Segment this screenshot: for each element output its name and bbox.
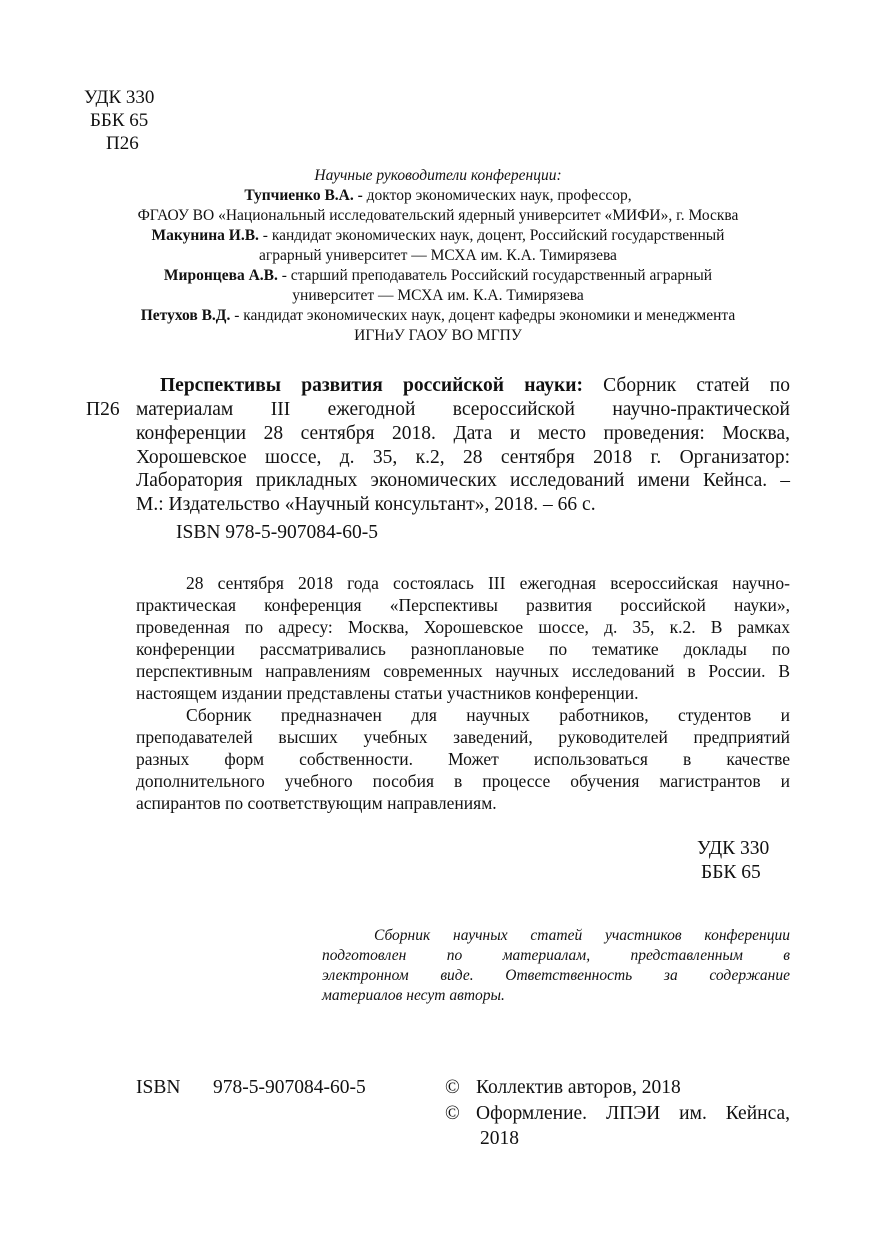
- copyright-icon: ©: [445, 1077, 460, 1098]
- abstract-line: проведенная по адресу: Москва, Хорошевское шоссе, д. 35, к.2. В рамках: [136, 617, 790, 637]
- classification-codes-top: [84, 86, 154, 155]
- abstract-line: преподавателей высших учебных заведений, руководителей предприятий: [136, 727, 790, 747]
- bib-line-1: Перспективы развития российской науки: Сборник статей по: [160, 375, 790, 396]
- abstract-line: аспирантов по соответствующим направлениям.: [136, 793, 497, 813]
- note-line: электронном виде. Ответственность за содержание: [322, 967, 790, 984]
- copyright-design: Оформление. ЛПЭИ им. Кейнса,: [476, 1103, 790, 1124]
- isbn-number: 978-5-907084-60-5: [213, 1077, 366, 1098]
- supervisor-tupchienko: Тупчиенко В.А. - доктор экономических наук, профессор,: [244, 187, 632, 204]
- author-mark: П26: [106, 133, 139, 154]
- abstract-line: дополнительного учебного пособия в процессе обучения магистрантов и: [136, 771, 790, 791]
- abstract-line: перспективным направлениям современных научных исследований в России. В: [136, 661, 790, 681]
- supervisor-name: Тупчиенко В.А. -: [244, 187, 363, 204]
- supervisor-name: Миронцева А.В.: [163, 267, 278, 284]
- note-line: подготовлен по материалам, представленным в: [322, 947, 790, 964]
- abstract-line: конференции рассматривались разноплановые по тематике доклады по: [136, 639, 790, 659]
- abstract-line: практическая конференция «Перспективы развития российской науки»,: [136, 595, 790, 615]
- bib-line-4: Хорошевское шоссе, д. 35, к.2, 28 сентября 2018 г. Организатор:: [136, 447, 790, 468]
- isbn: ISBN 978-5-907084-60-5: [176, 522, 379, 543]
- classification-codes-right: [697, 837, 769, 885]
- bbk-code: ББК 65: [90, 110, 149, 131]
- bib-line-2: материалам III ежегодной всероссийской научно-практической: [136, 399, 790, 420]
- abstract-line: Сборник предназначен для научных работников, студентов и: [186, 705, 790, 725]
- abstract-line: разных форм собственности. Может использоваться в качестве: [136, 749, 790, 769]
- udk-code: УДК 330: [697, 838, 770, 859]
- supervisor-makunina: Макунина И.В. - кандидат экономических наук, доцент, Российский государственный: [151, 227, 725, 244]
- supervisor-tupchienko-affiliation: ФГАОУ ВО «Национальный исследовательский ядерный университет «МИФИ», г. Москва: [137, 207, 739, 224]
- copyright-authors: Коллектив авторов, 2018: [476, 1077, 681, 1098]
- supervisor-petukhov-affiliation: ИГНиУ ГАОУ ВО МГПУ: [354, 327, 522, 344]
- bib-line-3: конференции 28 сентября 2018. Дата и место проведения: Москва,: [136, 423, 790, 444]
- note-line: Сборник научных статей участников конференции: [374, 927, 790, 944]
- author-mark-side: П26: [86, 399, 120, 420]
- collection-title: Перспективы развития российской науки:: [160, 375, 583, 396]
- bib-line-5: Лаборатория прикладных экономических исследований имени Кейнса. –: [136, 470, 790, 491]
- supervisor-makunina-affiliation: аграрный университет — МСХА им. К.А. Тимирязева: [259, 247, 617, 264]
- supervisor-name: Макунина И.В.: [151, 227, 259, 244]
- isbn-label: ISBN: [136, 1077, 181, 1098]
- note-line: материалов несут авторы.: [322, 987, 505, 1004]
- copyright-icon: ©: [445, 1103, 460, 1124]
- abstract-line: 28 сентября 2018 года состоялась III ежегодная всероссийская научно-: [186, 573, 790, 593]
- copyright-design-year: 2018: [480, 1128, 519, 1149]
- supervisor-mirontseva-affiliation: университет — МСХА им. К.А. Тимирязева: [292, 287, 584, 304]
- supervisor-mirontseva: Миронцева А.В. - старший преподаватель Российский государственный аграрный: [163, 267, 713, 284]
- bib-line-6: М.: Издательство «Научный консультант», 2018. – 66 с.: [136, 494, 596, 515]
- supervisors-heading: Научные руководители конференции:: [314, 167, 562, 184]
- supervisor-name: Петухов В.Д.: [140, 307, 231, 324]
- supervisor-petukhov: Петухов В.Д. - кандидат экономических наук, доцент кафедры экономики и менеджмента: [140, 307, 736, 324]
- abstract-line: настоящем издании представлены статьи участников конференции.: [136, 683, 639, 703]
- udk-code: УДК 330: [84, 87, 155, 108]
- bbk-code: ББК 65: [701, 862, 761, 883]
